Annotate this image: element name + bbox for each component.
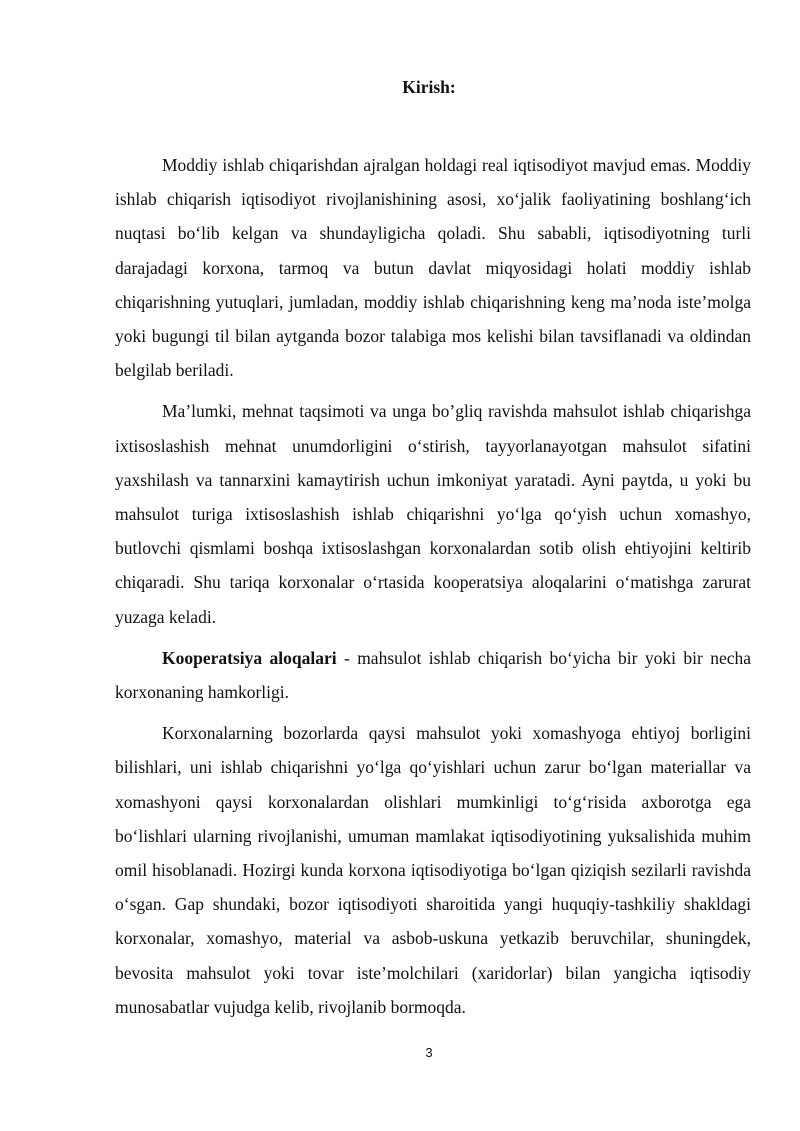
paragraph-1: Moddiy ishlab chiqarishdan ajralgan holdagi real iqtisodiyot mavjud emas. Moddiy ishlab chiqarish iqtisodiyot rivojlanishining asosi, xo‘jalik faoliyatining boshlang‘ich nuqtasi bo‘lib kelgan va shundayligicha qoladi. Shu sababli, iqtisodiyotning turli darajadagi korxona, tarmoq va butun davlat miqyosidagi holati moddiy ishlab chiqarishning yutuqlari, jumladan, moddiy ishlab chiqarishning keng ma’noda iste’molga yoki bugungi til bilan aytganda bozor talabiga mos kelishi bilan tavsiflanadi va oldindan belgilab beriladi. [115,155,751,381]
paragraph-3 [115,641,751,709]
page-title: Kirish: [402,77,456,97]
definition-text: - mahsulot ishlab chiqarish bo‘yicha bir yoki bir necha korxonaning hamkorligi. [115,647,751,703]
definition-term: Kooperatsiya aloqalari [162,647,337,668]
document-body [115,148,751,1031]
paragraph-4: Korxonalarning bozorlarda qaysi mahsulot yoki xomashyoga ehtiyoj borligini bilishlari, uni ishlab chiqarishni yo‘lga qo‘yishlari uchun zarur bo‘lgan materiallar va xomashyoni qaysi korxonalardan olishlari mumkinligi to‘g‘risida axborotga ega bo‘lishlari ularning rivojlanishi, umuman mamlakat iqtisodiyotining yuksalishida muhim omil hisoblanadi. Hozirgi kunda korxona iqtisodiyotiga bo‘lgan qiziqish sezilarli ravishda o‘sgan. Gap shundaki, bozor iqtisodiyoti sharoitida yangi huquqiy-tashkiliy shakldagi korxonalar, xomashyo, material va asbob-uskuna yetkazib beruvchilar, shuningdek, bevosita mahsulot yoki tovar iste’molchilari (xaridorlar) bilan yangicha iqtisodiy munosabatlar vujudga kelib, rivojlanib bormoqda. [115,723,751,1017]
paragraph-2: Ma’lumki, mehnat taqsimoti va unga bo’gliq ravishda mahsulot ishlab chiqarishga ixtisoslashish mehnat unumdorligini o‘stirish, tayyorlanayotgan mahsulot sifatini yaxshilash va tannarxini kamaytirish uchun imkoniyat yaratadi. Ayni paytda, u yoki bu mahsulot turiga ixtisoslashish ishlab chiqarishni yo‘lga qo‘yish uchun xomashyo, butlovchi qismlami boshqa ixtisoslashgan korxonalardan sotib olish ehtiyojini keltirib chiqaradi. Shu tariqa korxonalar o‘rtasida kooperatsiya aloqalarini o‘matishga zarurat yuzaga keladi. [115,401,751,627]
page-number: 3 [425,1045,433,1060]
